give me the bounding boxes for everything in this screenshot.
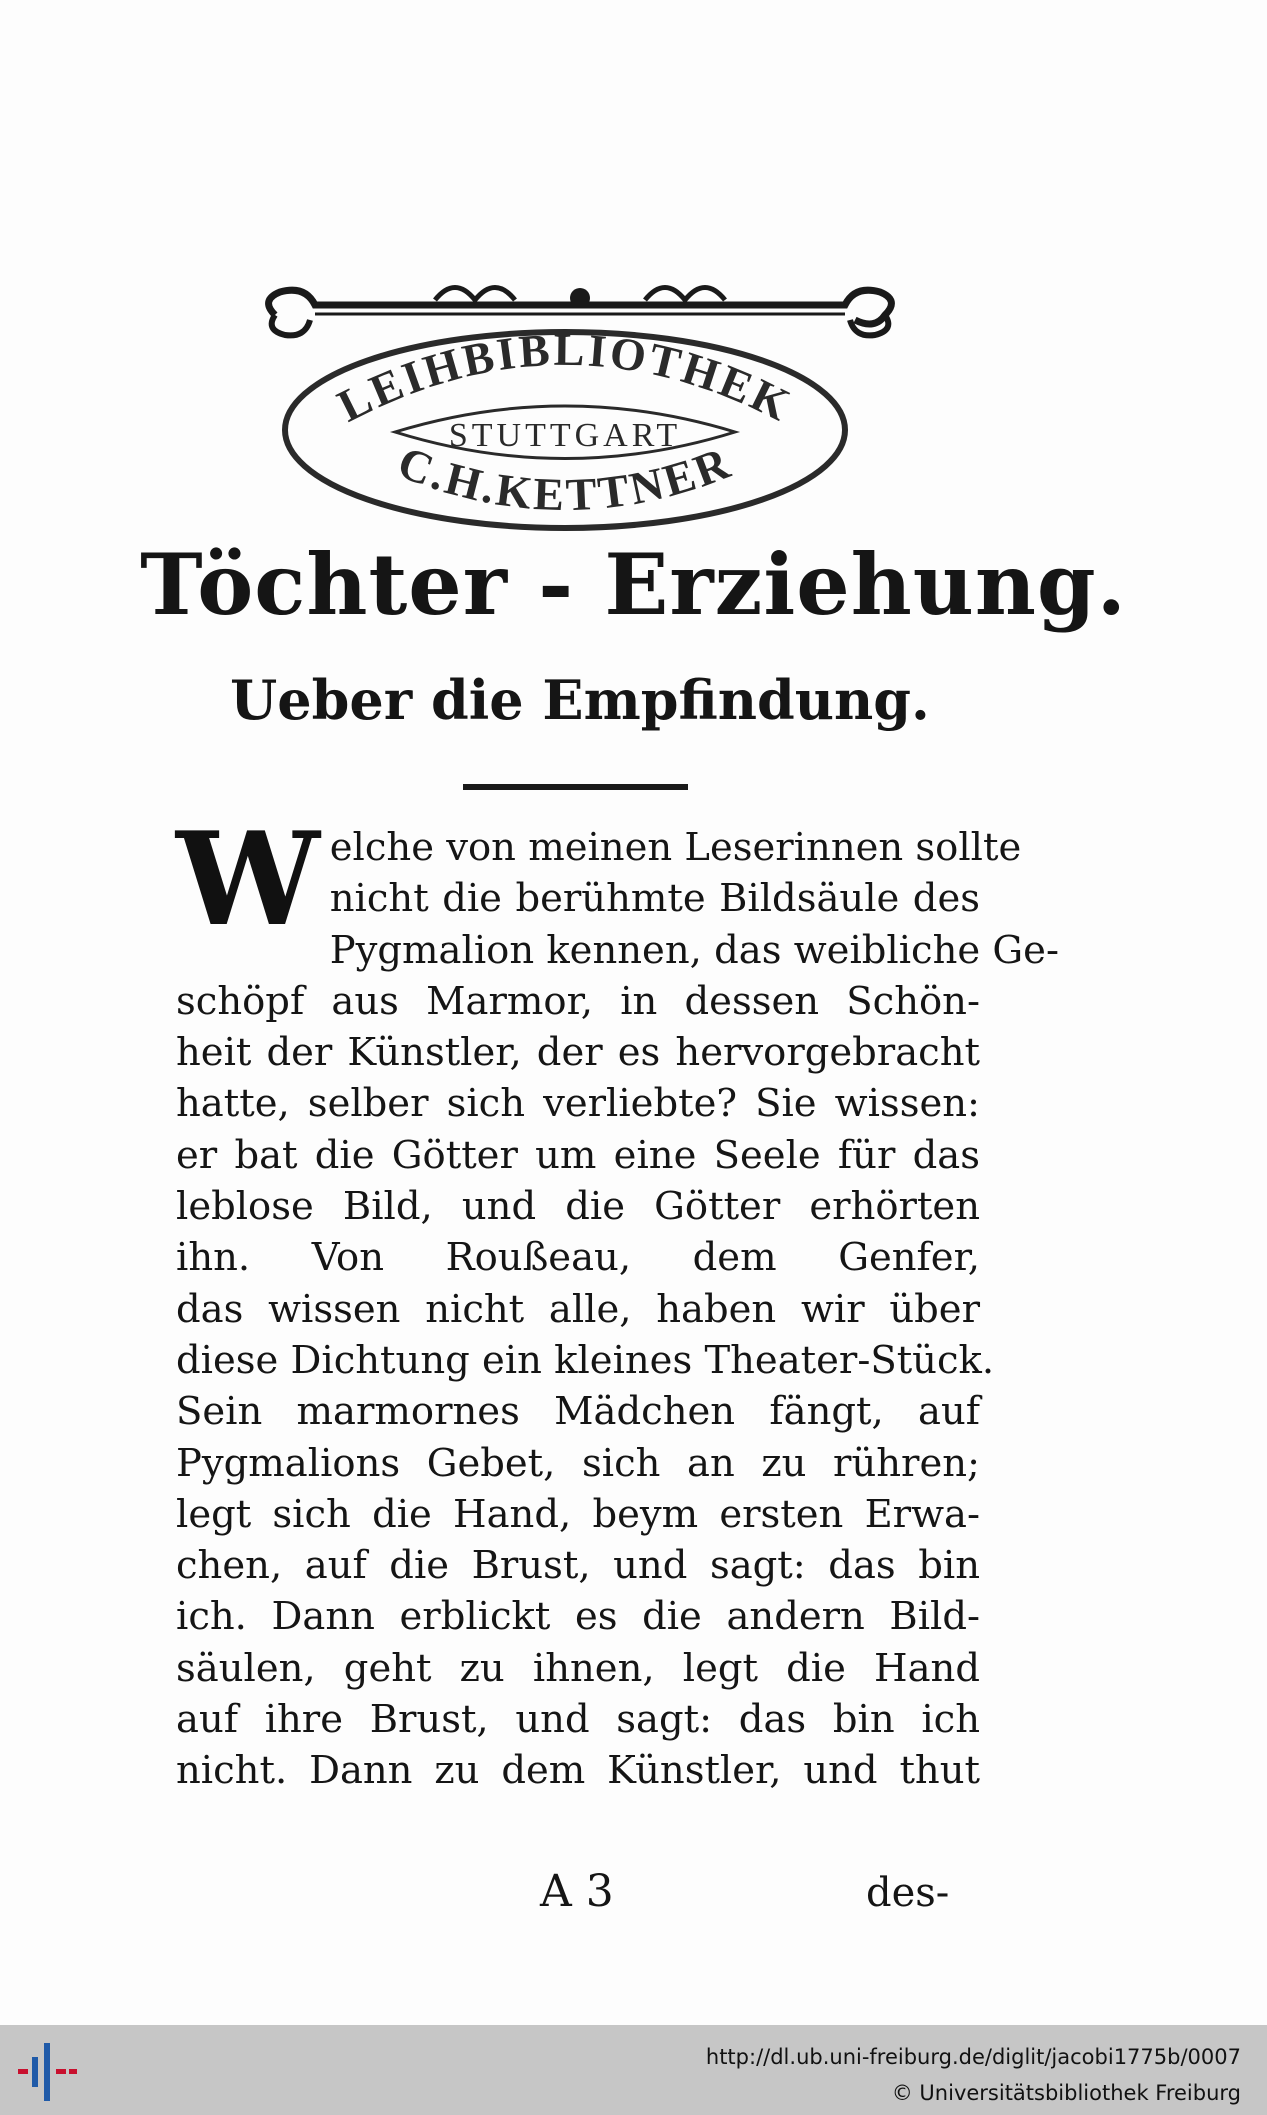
text-line: Pygmalion kennen, das weibliche Ge- [329, 927, 1059, 973]
page-subtitle: Ueber die Empfindung. [230, 668, 930, 732]
page-title: Töchter - Erziehung. [140, 535, 1127, 634]
section-divider [463, 784, 688, 790]
text-line: ihn. Von Roußeau, dem Genfer, [176, 1235, 980, 1281]
text-line: er bat die Götter um eine Seele für das [176, 1132, 980, 1178]
copyright-notice: © Universitätsbibliothek Freiburg [891, 2081, 1241, 2105]
signature-mark: A 3 [540, 1866, 614, 1917]
stamp-line-2: STUTTGART [448, 417, 682, 454]
ub-freiburg-logo-icon [14, 2039, 80, 2103]
text-line: ich. Dann erblickt es die andern Bild- [176, 1594, 980, 1640]
viewer-footer [0, 2025, 1267, 2115]
text-line: nicht. Dann zu dem Künstler, und thut [176, 1748, 980, 1794]
text-line: auf ihre Brust, und sagt: das bin ich [176, 1697, 980, 1743]
text-line: heit der Künstler, der es hervorgebracht [176, 1030, 980, 1076]
text-line: nicht die berühmte Bildsäule des [329, 876, 980, 922]
svg-text:LEIHBIBLIOTHEK [330, 324, 800, 432]
text-line: leblose Bild, und die Götter erhörten [176, 1184, 980, 1230]
stamp-line-3: C.H.KETTNER [391, 436, 739, 521]
text-line: Pygmalions Gebet, sich an zu rühren; [176, 1440, 980, 1486]
text-line: das wissen nicht alle, haben wir über [176, 1286, 980, 1332]
body-paragraph [176, 805, 1059, 1797]
drop-cap: W [176, 805, 320, 955]
source-url[interactable]: http://dl.ub.uni-freiburg.de/diglit/jacobi1775b/0007 [705, 2045, 1241, 2069]
text-line: diese Dichtung ein kleines Theater-Stück. [176, 1337, 995, 1383]
text-line: schöpf aus Marmor, in dessen Schön- [176, 978, 980, 1024]
text-line: hatte, selber sich verliebte? Sie wissen: [176, 1081, 980, 1127]
text-line: chen, auf die Brust, und sagt: das bin [176, 1543, 980, 1589]
library-stamp [275, 320, 855, 535]
text-line: säulen, geht zu ihnen, legt die Hand [176, 1645, 980, 1691]
catchword: des- [866, 1870, 950, 1916]
text-line: legt sich die Hand, beym ersten Erwa- [176, 1491, 980, 1537]
text-line: elche von meinen Leserinnen sollte [329, 825, 1022, 870]
text-line: Sein marmornes Mädchen fängt, auf [176, 1389, 980, 1435]
stamp-line-1: LEIHBIBLIOTHEK [329, 323, 801, 432]
